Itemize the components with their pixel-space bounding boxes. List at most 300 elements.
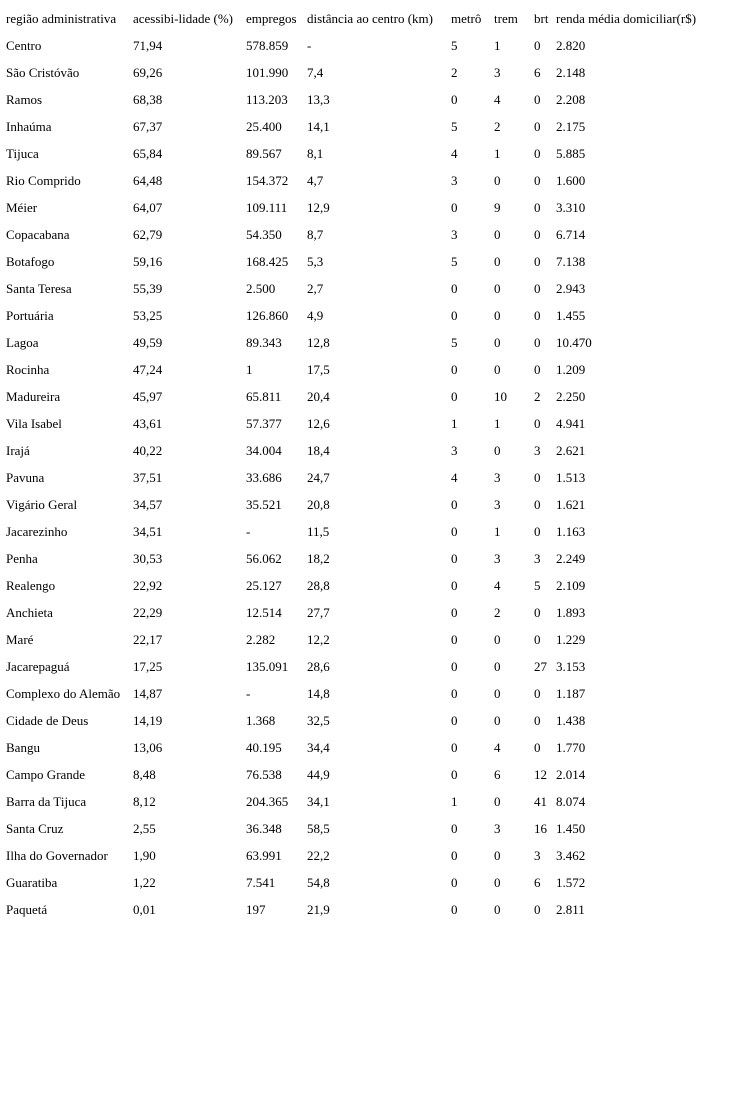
cell-income: 2.249 [556, 550, 586, 566]
cell-metro: 0 [451, 685, 458, 701]
cell-region: Ramos [6, 91, 43, 107]
cell-metro: 4 [451, 145, 458, 161]
cell-accessibility: 1,22 [133, 874, 156, 890]
cell-jobs: 2.282 [246, 631, 276, 647]
cell-income: 1.770 [556, 739, 586, 755]
table-row [5, 788, 705, 815]
cell-accessibility: 53,25 [133, 307, 163, 323]
cell-jobs: 40.195 [246, 739, 282, 755]
table-row [5, 59, 705, 86]
cell-metro: 3 [451, 226, 458, 242]
table-row [5, 815, 705, 842]
cell-train: 1 [494, 37, 501, 53]
cell-income: 2.148 [556, 64, 586, 80]
cell-jobs: 7.541 [246, 874, 276, 890]
cell-region: Rio Comprido [6, 172, 81, 188]
cell-jobs: 35.521 [246, 496, 282, 512]
cell-brt: 0 [534, 361, 541, 377]
cell-metro: 0 [451, 280, 458, 296]
cell-jobs: 154.372 [246, 172, 289, 188]
cell-region: Jacarezinho [6, 523, 68, 539]
cell-region: São Cristóvão [6, 64, 80, 80]
cell-distance: 34,1 [307, 793, 330, 809]
cell-brt: 0 [534, 280, 541, 296]
cell-region: Santa Teresa [6, 280, 72, 296]
header-cell-brt: brt [534, 10, 549, 26]
cell-distance: 12,8 [307, 334, 330, 350]
cell-train: 0 [494, 874, 501, 890]
cell-brt: 6 [534, 64, 541, 80]
cell-metro: 0 [451, 91, 458, 107]
cell-train: 1 [494, 145, 501, 161]
cell-metro: 0 [451, 550, 458, 566]
cell-region: Complexo do Alemão [6, 685, 121, 701]
cell-train: 0 [494, 442, 501, 458]
cell-metro: 3 [451, 172, 458, 188]
cell-accessibility: 64,07 [133, 199, 163, 215]
cell-accessibility: 14,87 [133, 685, 163, 701]
cell-brt: 12 [534, 766, 547, 782]
cell-train: 0 [494, 253, 501, 269]
cell-distance: 12,9 [307, 199, 330, 215]
table-row [5, 545, 705, 572]
cell-train: 0 [494, 226, 501, 242]
cell-income: 8.074 [556, 793, 586, 809]
cell-income: 4.941 [556, 415, 586, 431]
cell-brt: 0 [534, 415, 541, 431]
cell-distance: 5,3 [307, 253, 324, 269]
table-row [5, 221, 705, 248]
cell-region: Copacabana [6, 226, 70, 242]
table-row [5, 248, 705, 275]
cell-region: Rocinha [6, 361, 50, 377]
cell-metro: 0 [451, 199, 458, 215]
cell-metro: 0 [451, 523, 458, 539]
table-body [5, 32, 705, 923]
cell-distance: 28,6 [307, 658, 330, 674]
cell-jobs: 135.091 [246, 658, 289, 674]
cell-accessibility: 65,84 [133, 145, 163, 161]
table-row [5, 842, 705, 869]
cell-distance: 4,9 [307, 307, 324, 323]
cell-train: 0 [494, 280, 501, 296]
cell-distance: 24,7 [307, 469, 330, 485]
cell-accessibility: 67,37 [133, 118, 163, 134]
cell-region: Botafogo [6, 253, 55, 269]
cell-metro: 0 [451, 577, 458, 593]
cell-accessibility: 8,48 [133, 766, 156, 782]
cell-accessibility: 59,16 [133, 253, 163, 269]
cell-region: Méier [6, 199, 38, 215]
cell-metro: 0 [451, 874, 458, 890]
cell-region: Pavuna [6, 469, 45, 485]
cell-brt: 0 [534, 334, 541, 350]
cell-jobs: 113.203 [246, 91, 288, 107]
cell-metro: 1 [451, 793, 458, 809]
table-row [5, 464, 705, 491]
cell-train: 3 [494, 550, 501, 566]
cell-region: Vigário Geral [6, 496, 78, 512]
cell-brt: 0 [534, 199, 541, 215]
cell-income: 1.438 [556, 712, 586, 728]
cell-train: 3 [494, 64, 501, 80]
cell-accessibility: 62,79 [133, 226, 163, 242]
cell-income: 2.208 [556, 91, 586, 107]
cell-brt: 6 [534, 874, 541, 890]
cell-train: 0 [494, 334, 501, 350]
cell-distance: 12,2 [307, 631, 330, 647]
cell-brt: 27 [534, 658, 547, 674]
table-row [5, 329, 705, 356]
cell-metro: 4 [451, 469, 458, 485]
cell-accessibility: 43,61 [133, 415, 163, 431]
cell-jobs: 54.350 [246, 226, 282, 242]
cell-region: Ilha do Governador [6, 847, 108, 863]
table-row [5, 599, 705, 626]
cell-region: Anchieta [6, 604, 53, 620]
table-row [5, 896, 705, 923]
header-cell-jobs: empregos [246, 10, 297, 26]
header-cell-accessibility: acessibi-lidade (%) [133, 10, 233, 26]
cell-metro: 0 [451, 631, 458, 647]
cell-income: 1.600 [556, 172, 586, 188]
cell-metro: 0 [451, 604, 458, 620]
cell-distance: 8,1 [307, 145, 324, 161]
table-row [5, 86, 705, 113]
cell-accessibility: 47,24 [133, 361, 163, 377]
cell-income: 3.310 [556, 199, 586, 215]
cell-jobs: 12.514 [246, 604, 282, 620]
cell-metro: 5 [451, 37, 458, 53]
table-row [5, 167, 705, 194]
cell-metro: 5 [451, 118, 458, 134]
cell-train: 4 [494, 739, 501, 755]
cell-train: 4 [494, 577, 501, 593]
cell-metro: 5 [451, 334, 458, 350]
header-cell-metro: metrô [451, 10, 482, 26]
table-row [5, 626, 705, 653]
cell-distance: 34,4 [307, 739, 330, 755]
cell-accessibility: 69,26 [133, 64, 163, 80]
cell-brt: 2 [534, 388, 541, 404]
cell-brt: 0 [534, 226, 541, 242]
cell-jobs: 34.004 [246, 442, 282, 458]
cell-region: Lagoa [6, 334, 39, 350]
cell-metro: 2 [451, 64, 458, 80]
cell-metro: 0 [451, 496, 458, 512]
cell-brt: 0 [534, 91, 541, 107]
cell-jobs: 65.811 [246, 388, 282, 404]
cell-accessibility: 71,94 [133, 37, 163, 53]
header-cell-region: região administrativa [6, 10, 117, 26]
cell-income: 3.462 [556, 847, 586, 863]
cell-brt: 0 [534, 685, 541, 701]
cell-income: 1.450 [556, 820, 586, 836]
cell-metro: 0 [451, 658, 458, 674]
cell-jobs: 89.343 [246, 334, 282, 350]
cell-brt: 0 [534, 145, 541, 161]
cell-region: Cidade de Deus [6, 712, 89, 728]
cell-region: Maré [6, 631, 34, 647]
cell-jobs: 204.365 [246, 793, 289, 809]
cell-distance: 12,6 [307, 415, 330, 431]
table-row [5, 140, 705, 167]
cell-jobs: 126.860 [246, 307, 289, 323]
cell-brt: 5 [534, 577, 541, 593]
cell-brt: 0 [534, 253, 541, 269]
table-row [5, 302, 705, 329]
cell-income: 1.513 [556, 469, 586, 485]
cell-train: 2 [494, 604, 501, 620]
cell-income: 2.943 [556, 280, 586, 296]
cell-metro: 0 [451, 901, 458, 917]
cell-distance: 13,3 [307, 91, 330, 107]
cell-jobs: 1.368 [246, 712, 276, 728]
cell-region: Jacarepaguá [6, 658, 70, 674]
cell-jobs: 57.377 [246, 415, 282, 431]
cell-brt: 0 [534, 37, 541, 53]
cell-train: 3 [494, 496, 501, 512]
cell-train: 0 [494, 901, 501, 917]
cell-train: 0 [494, 361, 501, 377]
cell-region: Barra da Tijuca [6, 793, 87, 809]
cell-accessibility: 68,38 [133, 91, 163, 107]
table-row [5, 734, 705, 761]
table-row [5, 437, 705, 464]
cell-region: Irajá [6, 442, 30, 458]
cell-train: 1 [494, 415, 501, 431]
cell-metro: 0 [451, 820, 458, 836]
cell-accessibility: 49,59 [133, 334, 163, 350]
cell-brt: 0 [534, 604, 541, 620]
cell-metro: 1 [451, 415, 458, 431]
cell-jobs: 36.348 [246, 820, 282, 836]
cell-metro: 0 [451, 361, 458, 377]
cell-train: 0 [494, 712, 501, 728]
cell-distance: 17,5 [307, 361, 330, 377]
cell-distance: 18,2 [307, 550, 330, 566]
cell-train: 0 [494, 172, 501, 188]
cell-region: Bangu [6, 739, 40, 755]
cell-distance: 21,9 [307, 901, 330, 917]
cell-brt: 3 [534, 442, 541, 458]
cell-region: Campo Grande [6, 766, 86, 782]
cell-distance: 27,7 [307, 604, 330, 620]
cell-distance: 2,7 [307, 280, 324, 296]
cell-income: 5.885 [556, 145, 586, 161]
table-row [5, 572, 705, 599]
cell-accessibility: 34,57 [133, 496, 163, 512]
cell-metro: 0 [451, 739, 458, 755]
table-row [5, 869, 705, 896]
cell-income: 6.714 [556, 226, 586, 242]
cell-accessibility: 22,29 [133, 604, 163, 620]
table-row [5, 680, 705, 707]
cell-accessibility: 14,19 [133, 712, 163, 728]
cell-jobs: 197 [246, 901, 266, 917]
table-row [5, 275, 705, 302]
cell-jobs: 63.991 [246, 847, 282, 863]
cell-train: 0 [494, 631, 501, 647]
cell-region: Penha [6, 550, 38, 566]
cell-distance: 18,4 [307, 442, 330, 458]
cell-distance: 8,7 [307, 226, 324, 242]
cell-income: 10.470 [556, 334, 592, 350]
cell-brt: 0 [534, 172, 541, 188]
cell-brt: 0 [534, 631, 541, 647]
cell-train: 0 [494, 307, 501, 323]
cell-accessibility: 55,39 [133, 280, 163, 296]
cell-train: 3 [494, 469, 501, 485]
cell-brt: 0 [534, 901, 541, 917]
cell-train: 0 [494, 793, 501, 809]
cell-jobs: - [246, 685, 251, 701]
cell-train: 4 [494, 91, 501, 107]
cell-region: Portuária [6, 307, 54, 323]
cell-accessibility: 8,12 [133, 793, 156, 809]
table-row [5, 518, 705, 545]
cell-jobs: 89.567 [246, 145, 282, 161]
cell-train: 0 [494, 847, 501, 863]
cell-distance: 28,8 [307, 577, 330, 593]
cell-region: Madureira [6, 388, 61, 404]
cell-accessibility: 17,25 [133, 658, 163, 674]
cell-train: 9 [494, 199, 501, 215]
cell-brt: 41 [534, 793, 547, 809]
cell-brt: 0 [534, 307, 541, 323]
cell-income: 1.229 [556, 631, 586, 647]
cell-jobs: 56.062 [246, 550, 282, 566]
cell-metro: 3 [451, 442, 458, 458]
cell-jobs: 25.400 [246, 118, 282, 134]
cell-region: Centro [6, 37, 42, 53]
cell-jobs: 76.538 [246, 766, 282, 782]
cell-income: 1.455 [556, 307, 586, 323]
cell-distance: 4,7 [307, 172, 324, 188]
cell-accessibility: 34,51 [133, 523, 163, 539]
cell-distance: 20,4 [307, 388, 330, 404]
cell-income: 3.153 [556, 658, 586, 674]
cell-metro: 0 [451, 847, 458, 863]
cell-brt: 0 [534, 496, 541, 512]
table-row [5, 491, 705, 518]
cell-jobs: 168.425 [246, 253, 289, 269]
cell-distance: 44,9 [307, 766, 330, 782]
cell-metro: 0 [451, 712, 458, 728]
cell-income: 1.572 [556, 874, 586, 890]
cell-distance: 22,2 [307, 847, 330, 863]
cell-income: 1.163 [556, 523, 586, 539]
cell-brt: 0 [534, 469, 541, 485]
cell-distance: 54,8 [307, 874, 330, 890]
table-row [5, 32, 705, 59]
cell-accessibility: 2,55 [133, 820, 156, 836]
cell-income: 1.209 [556, 361, 586, 377]
cell-accessibility: 30,53 [133, 550, 163, 566]
cell-metro: 5 [451, 253, 458, 269]
cell-income: 7.138 [556, 253, 586, 269]
cell-metro: 0 [451, 388, 458, 404]
cell-income: 2.014 [556, 766, 586, 782]
header-row [5, 5, 705, 32]
cell-brt: 0 [534, 712, 541, 728]
cell-train: 0 [494, 685, 501, 701]
cell-accessibility: 22,92 [133, 577, 163, 593]
cell-accessibility: 13,06 [133, 739, 163, 755]
cell-distance: 7,4 [307, 64, 324, 80]
cell-jobs: 101.990 [246, 64, 289, 80]
cell-accessibility: 37,51 [133, 469, 163, 485]
cell-brt: 0 [534, 118, 541, 134]
cell-accessibility: 22,17 [133, 631, 163, 647]
cell-income: 2.175 [556, 118, 586, 134]
table-row [5, 194, 705, 221]
cell-accessibility: 1,90 [133, 847, 156, 863]
cell-train: 3 [494, 820, 501, 836]
cell-distance: 14,1 [307, 118, 330, 134]
table-row [5, 356, 705, 383]
cell-jobs: 25.127 [246, 577, 282, 593]
cell-distance: 14,8 [307, 685, 330, 701]
cell-train: 10 [494, 388, 507, 404]
cell-train: 1 [494, 523, 501, 539]
cell-income: 1.893 [556, 604, 586, 620]
cell-accessibility: 64,48 [133, 172, 163, 188]
cell-region: Tijuca [6, 145, 39, 161]
cell-region: Paquetá [6, 901, 48, 917]
cell-distance: - [307, 37, 312, 53]
cell-region: Inhaúma [6, 118, 52, 134]
cell-train: 2 [494, 118, 501, 134]
cell-income: 2.811 [556, 901, 585, 917]
cell-jobs: 1 [246, 361, 253, 377]
cell-train: 6 [494, 766, 501, 782]
cell-income: 2.109 [556, 577, 586, 593]
header-cell-train: trem [494, 10, 518, 26]
cell-income: 2.621 [556, 442, 586, 458]
cell-brt: 0 [534, 523, 541, 539]
cell-region: Vila Isabel [6, 415, 62, 431]
cell-jobs: 33.686 [246, 469, 282, 485]
cell-accessibility: 0,01 [133, 901, 156, 917]
table-row [5, 410, 705, 437]
cell-distance: 11,5 [307, 523, 330, 539]
cell-region: Santa Cruz [6, 820, 64, 836]
cell-income: 1.187 [556, 685, 586, 701]
header-cell-distance: distância ao centro (km) [307, 10, 433, 26]
table-row [5, 653, 705, 680]
cell-jobs: 2.500 [246, 280, 276, 296]
data-table [3, 5, 707, 923]
cell-accessibility: 45,97 [133, 388, 163, 404]
table-row [5, 383, 705, 410]
cell-train: 0 [494, 658, 501, 674]
cell-region: Realengo [6, 577, 56, 593]
cell-brt: 0 [534, 739, 541, 755]
cell-income: 2.820 [556, 37, 586, 53]
cell-brt: 3 [534, 847, 541, 863]
table-row [5, 113, 705, 140]
cell-jobs: 578.859 [246, 37, 289, 53]
table-header [5, 5, 705, 32]
cell-brt: 3 [534, 550, 541, 566]
table-row [5, 707, 705, 734]
cell-metro: 0 [451, 766, 458, 782]
cell-jobs: 109.111 [246, 199, 288, 215]
cell-distance: 20,8 [307, 496, 330, 512]
cell-jobs: - [246, 523, 251, 539]
cell-accessibility: 40,22 [133, 442, 163, 458]
